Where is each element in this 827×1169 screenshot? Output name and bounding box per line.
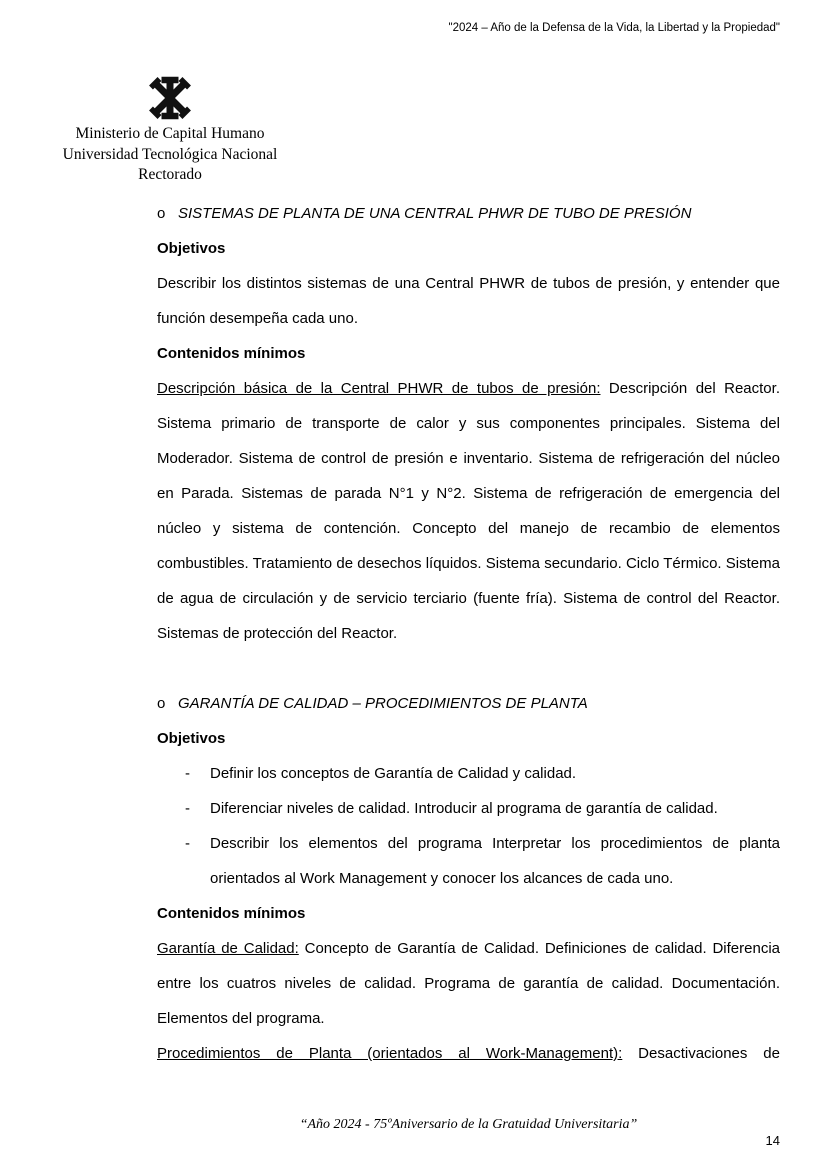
header-motto: "2024 – Año de la Defensa de la Vida, la Libertad y la Propiedad" <box>448 22 780 34</box>
paragraph-text: Descripción del Reactor. Sistema primario de transporte de calor y sus componentes principales. Sistema del Moderador. Sistema de control de presión e inventario. Sistema de refrigeración del núcleo en Parada. Sistemas de parada N°1 y N°2. Sistema de refrigeración de emergencia del núcleo y sistema de contención. Concepto del manejo de recambio de elementos combustibles. Tratamiento de desechos líquidos. Sistema secundario. Ciclo Térmico. Sistema de agua de circulación y de servicio terciario (fuente fría). Sistema de control del Reactor. Sistemas de protección del Reactor. <box>157 380 780 642</box>
contenidos-paragraph-garantia <box>157 931 780 1036</box>
objetivos-label: Objetivos <box>157 730 226 747</box>
contenidos-label: Contenidos mínimos <box>157 905 306 922</box>
section-title: GARANTÍA DE CALIDAD – PROCEDIMIENTOS DE PLANTA <box>178 695 588 712</box>
list-item-marker: - <box>185 800 190 817</box>
contenidos-paragraph <box>157 371 780 651</box>
paragraph-text: Concepto de Garantía de Calidad. Definiciones de calidad. Diferencia entre los cuatros niveles de calidad. Programa de garantía de calidad. Documentación. Elementos del programa. <box>157 940 780 1027</box>
heading-bullet: o <box>157 205 166 222</box>
contenidos-label: Contenidos mínimos <box>157 345 306 362</box>
letterhead-ministry: Ministerio de Capital Humano <box>75 125 265 142</box>
utn-logo-icon <box>40 76 300 124</box>
list-item-marker: - <box>185 835 190 852</box>
objetivos-paragraph: Describir los distintos sistemas de una Central PHWR de tubos de presión, y entender que función desempeña cada uno. <box>157 275 780 327</box>
section-heading <box>157 196 780 231</box>
list-item <box>157 791 780 826</box>
list-item-text: Diferenciar niveles de calidad. Introducir al programa de garantía de calidad. <box>210 800 718 817</box>
letterhead <box>40 76 300 186</box>
document-body <box>157 196 780 1071</box>
objetivos-list <box>157 756 780 896</box>
list-item <box>157 826 780 896</box>
list-item-text: Describir los elementos del programa Interpretar los procedimientos de planta orientados al Work Management y conocer los alcances de cada uno. <box>210 835 780 887</box>
letterhead-rectorado: Rectorado <box>138 166 202 183</box>
underlined-lead: Procedimientos de Planta (orientados al Work-Management): <box>157 1045 623 1062</box>
letterhead-university: Universidad Tecnológica Nacional <box>62 145 278 163</box>
section-garantia-calidad <box>157 686 780 1071</box>
contenidos-paragraph-procedimientos <box>157 1036 780 1071</box>
list-item <box>157 756 780 791</box>
section-heading <box>157 686 780 721</box>
page-number: 14 <box>765 1133 780 1148</box>
section-sistemas-planta <box>157 196 780 651</box>
underlined-lead: Descripción básica de la Central PHWR de tubos de presión: <box>157 380 601 397</box>
paragraph-text: Desactivaciones de <box>622 1045 780 1062</box>
list-item-text: Definir los conceptos de Garantía de Calidad y calidad. <box>210 765 577 782</box>
objetivos-label: Objetivos <box>157 240 226 257</box>
footer-motto: “Año 2024 - 75ºAniversario de la Gratuidad Universitaria” <box>299 1117 638 1132</box>
section-title: SISTEMAS DE PLANTA DE UNA CENTRAL PHWR DE TUBO DE PRESIÓN <box>178 205 692 222</box>
heading-bullet: o <box>157 695 166 712</box>
underlined-lead: Garantía de Calidad: <box>157 940 299 957</box>
list-item-marker: - <box>185 765 190 782</box>
